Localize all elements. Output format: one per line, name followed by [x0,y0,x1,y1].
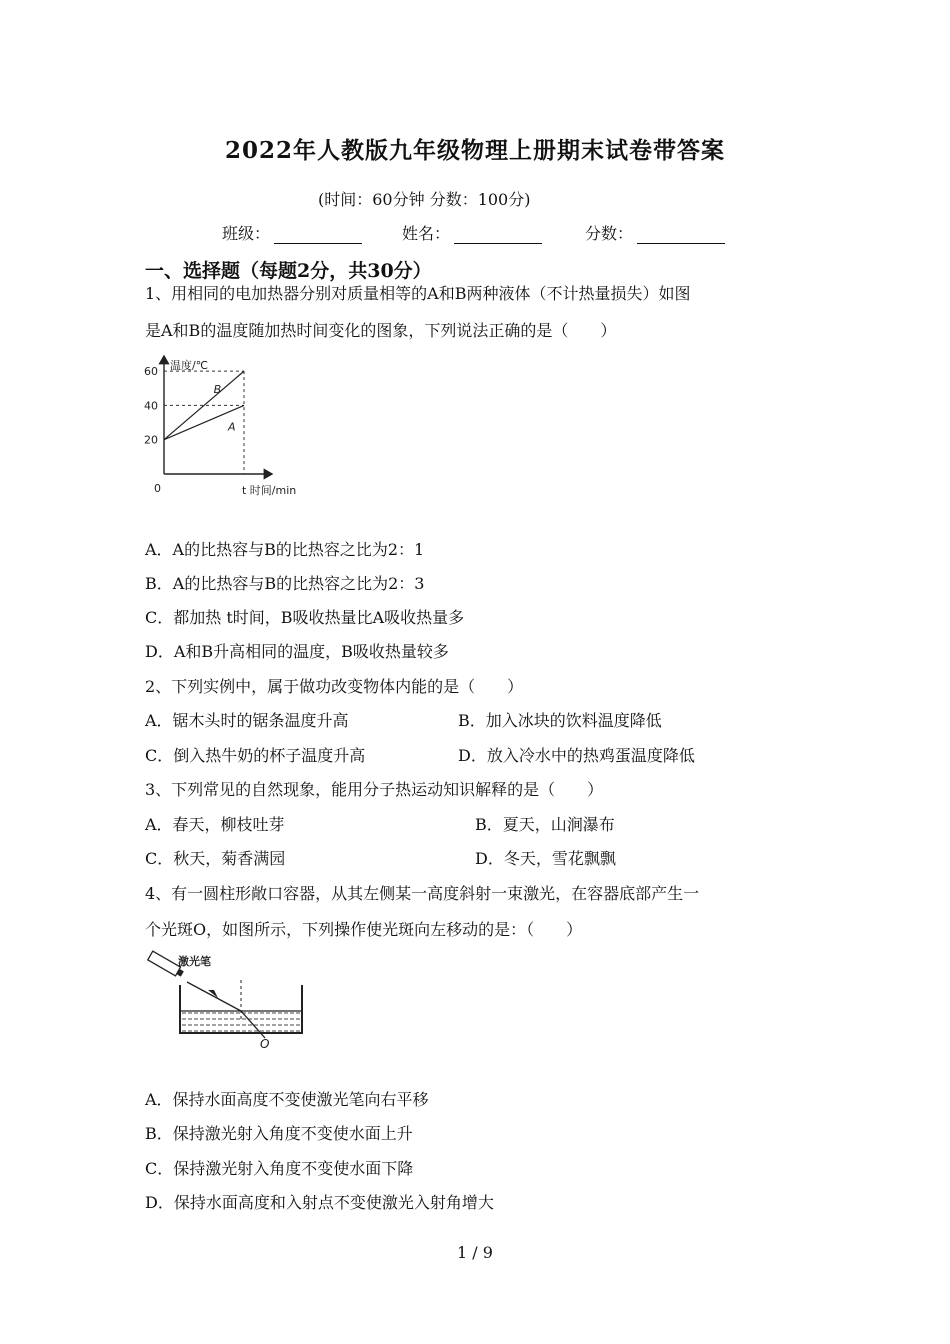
q4-stem-line1: 4、有一圆柱形敞口容器，从其左侧某一高度斜射一束激光，在容器底部产生一 [145,884,700,903]
q2-option-a: A．锯木头时的锯条温度升高 [145,711,349,730]
q3-option-a: A．春天，柳枝吐芽 [145,815,285,834]
x-axis-label: t 时间/min [242,484,297,497]
section-heading: 一、选择题（每题2分，共30分） [145,260,432,282]
origin-label: 0 [154,482,161,495]
series-label-B: B [213,383,222,397]
q4-option-b: B．保持激光射入角度不变使水面上升 [145,1124,413,1143]
class-field [222,221,362,244]
page-number: 1 / 9 [457,1243,493,1262]
name-field [402,221,542,244]
q4-stem-line2: 个光斑O，如图所示，下列操作使光斑向左移动的是：（ ） [145,920,583,939]
score-field [585,221,725,244]
q2-stem: 2、下列实例中，属于做功改变物体内能的是（ ） [145,677,524,696]
q4-option-d: D．保持水面高度和入射点不变使激光入射角增大 [145,1193,494,1212]
y-tick-label: 20 [144,433,158,447]
q4-laser-container-figure [140,950,315,1050]
q2-option-d: D．放入冷水中的热鸡蛋温度降低 [458,746,695,765]
q1-option-d: D．A和B升高相同的温度，B吸收热量较多 [145,642,449,661]
q3-option-c: C．秋天，菊香满园 [145,849,286,868]
q1-stem-line1: 1、用相同的电加热器分别对质量相等的A和B两种液体（不计热量损失）如图 [145,284,691,303]
y-tick-label: 40 [144,399,158,413]
q3-option-d: D．冬天，雪花飘飘 [475,849,616,868]
q1-option-b: B．A的比热容与B的比热容之比为2：3 [145,574,425,593]
q2-option-c: C．倒入热牛奶的杯子温度升高 [145,746,366,765]
q1-option-c: C．都加热 t时间，B吸收热量比A吸收热量多 [145,608,465,627]
q4-option-a: A．保持水面高度不变使激光笔向右平移 [145,1090,429,1109]
class-label: 班级： [222,224,271,243]
q1-stem-line2: 是A和B的温度随加热时间变化的图象，下列说法正确的是（ ） [145,321,617,340]
q2-option-b: B．加入冰块的饮料温度降低 [458,711,662,730]
exam-info: (时间：60分钟 分数：100分) [318,190,531,209]
class-blank [274,227,362,244]
q3-stem: 3、下列常见的自然现象，能用分子热运动知识解释的是（ ） [145,780,604,799]
spot-label: O [260,1037,270,1050]
y-axis-label: 温度/℃ [170,359,209,372]
laser-beam-air [187,982,241,1011]
score-label: 分数： [585,224,634,243]
name-label: 姓名： [402,224,451,243]
y-tick-label: 60 [144,365,158,379]
laser-pen-label: 激光笔 [178,955,211,968]
score-blank [637,227,725,244]
name-blank [454,227,542,244]
q1-option-a: A．A的比热容与B的比热容之比为2：1 [145,540,425,559]
q1-temperature-chart [140,352,320,500]
q4-option-c: C．保持激光射入角度不变使水面下降 [145,1159,414,1178]
series-label-A: A [228,420,236,434]
q3-option-b: B．夏天，山涧瀑布 [475,815,615,834]
page-title: 2022年人教版九年级物理上册期末试卷带答案 [224,137,725,164]
